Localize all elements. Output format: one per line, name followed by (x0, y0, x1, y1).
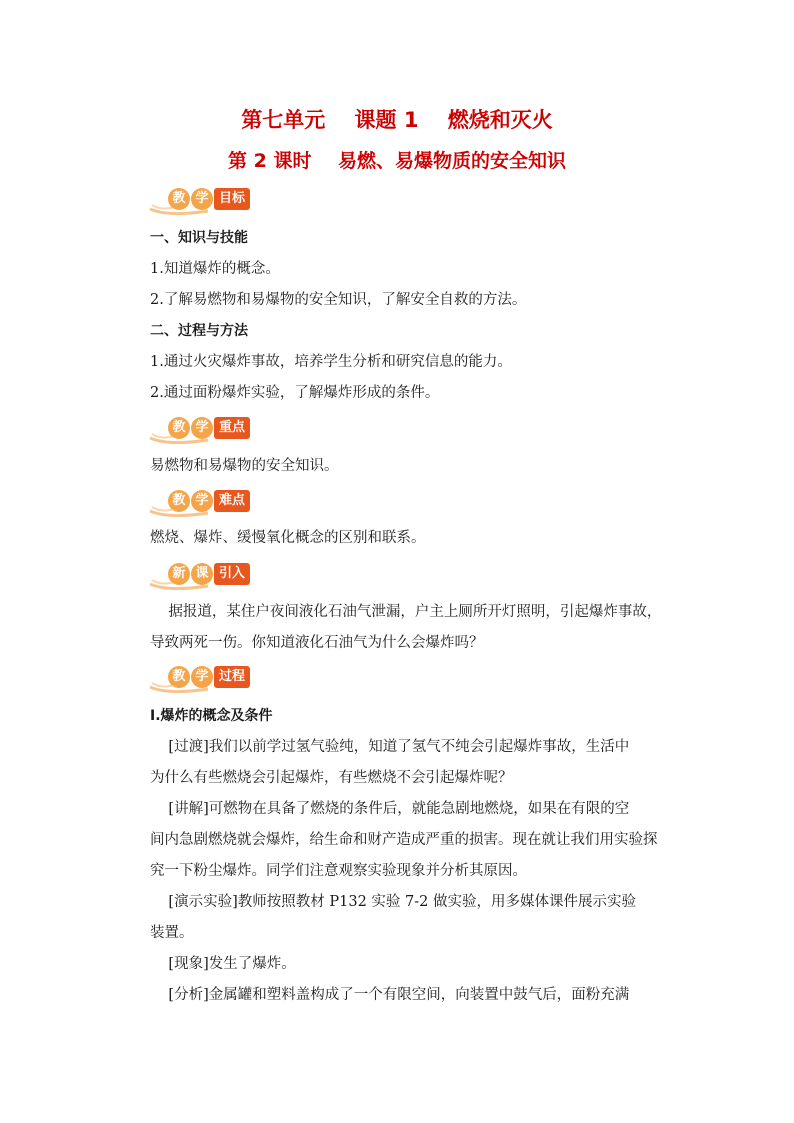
objectives-heading-2: 二、过程与方法 (150, 323, 248, 339)
badge-char: 学 (191, 417, 213, 439)
badge-char: 教 (168, 188, 190, 210)
objectives-item: 1.通过火灾爆炸事故，培养学生分析和研究信息的能力。 (150, 354, 512, 370)
badge-highlight: 目标 (214, 188, 250, 210)
process-line: 间内急剧燃烧就会爆炸，给生命和财产造成严重的损害。现在就让我们用实验探 (150, 832, 658, 848)
difficulty-text: 燃烧、爆炸、缓慢氧化概念的区别和联系。 (150, 530, 426, 546)
process-line: [讲解]可燃物在具备了燃烧的条件后，就能急剧地燃烧，如果在有限的空 (150, 801, 630, 817)
process-badge (148, 665, 258, 693)
badge-char: 学 (191, 490, 213, 512)
objectives-item: 2.通过面粉爆炸实验，了解爆炸形成的条件。 (150, 385, 440, 401)
process-line: 装置。 (150, 925, 194, 941)
objectives-heading-1: 一、知识与技能 (150, 230, 248, 246)
badge-char: 教 (168, 666, 190, 688)
badge-highlight: 引入 (214, 563, 250, 585)
badge-highlight: 重点 (214, 417, 250, 439)
process-line: [现象]发生了爆炸。 (150, 956, 296, 972)
objectives-item: 1.知道爆炸的概念。 (150, 261, 280, 277)
badge-char: 学 (191, 188, 213, 210)
intro-paragraph-line: 导致两死一伤。你知道液化石油气为什么会爆炸吗？ (150, 635, 484, 651)
badge-char: 课 (191, 563, 213, 585)
difficulty-badge (148, 489, 258, 517)
process-line: [分析]金属罐和塑料盖构成了一个有限空间，向装置中鼓气后，面粉充满 (150, 987, 630, 1003)
badge-highlight: 难点 (214, 490, 250, 512)
process-line: [过渡]我们以前学过氢气验纯，知道了氢气不纯会引起爆炸事故，生活中 (150, 739, 630, 755)
process-line: 为什么有些燃烧会引起爆炸，有些燃烧不会引起爆炸呢？ (150, 770, 513, 786)
badge-char: 教 (168, 490, 190, 512)
process-line: [演示实验]教师按照教材 P132 实验 7-2 做实验，用多媒体课件展示实验 (150, 894, 636, 910)
intro-paragraph-line: 据报道，某住户夜间液化石油气泄漏，户主上厕所开灯照明，引起爆炸事故， (150, 604, 662, 620)
badge-char: 新 (168, 563, 190, 585)
objectives-item: 2.了解易燃物和易爆物的安全知识，了解安全自救的方法。 (150, 292, 527, 308)
badge-char: 学 (191, 666, 213, 688)
process-line: 究一下粉尘爆炸。同学们注意观察实验现象并分析其原因。 (150, 863, 527, 879)
badge-char: 教 (168, 417, 190, 439)
lesson-title: 第 2 课时 易燃、易爆物质的安全知识 (228, 150, 566, 172)
badge-highlight: 过程 (214, 666, 250, 688)
key-point-text: 易燃物和易爆物的安全知识。 (150, 458, 339, 474)
key-point-badge (148, 416, 258, 444)
unit-title: 第七单元 课题 1 燃烧和灭火 (241, 108, 553, 132)
objectives-badge (148, 187, 258, 215)
process-section-heading: Ⅰ.爆炸的概念及条件 (150, 708, 273, 724)
intro-badge (148, 562, 258, 590)
